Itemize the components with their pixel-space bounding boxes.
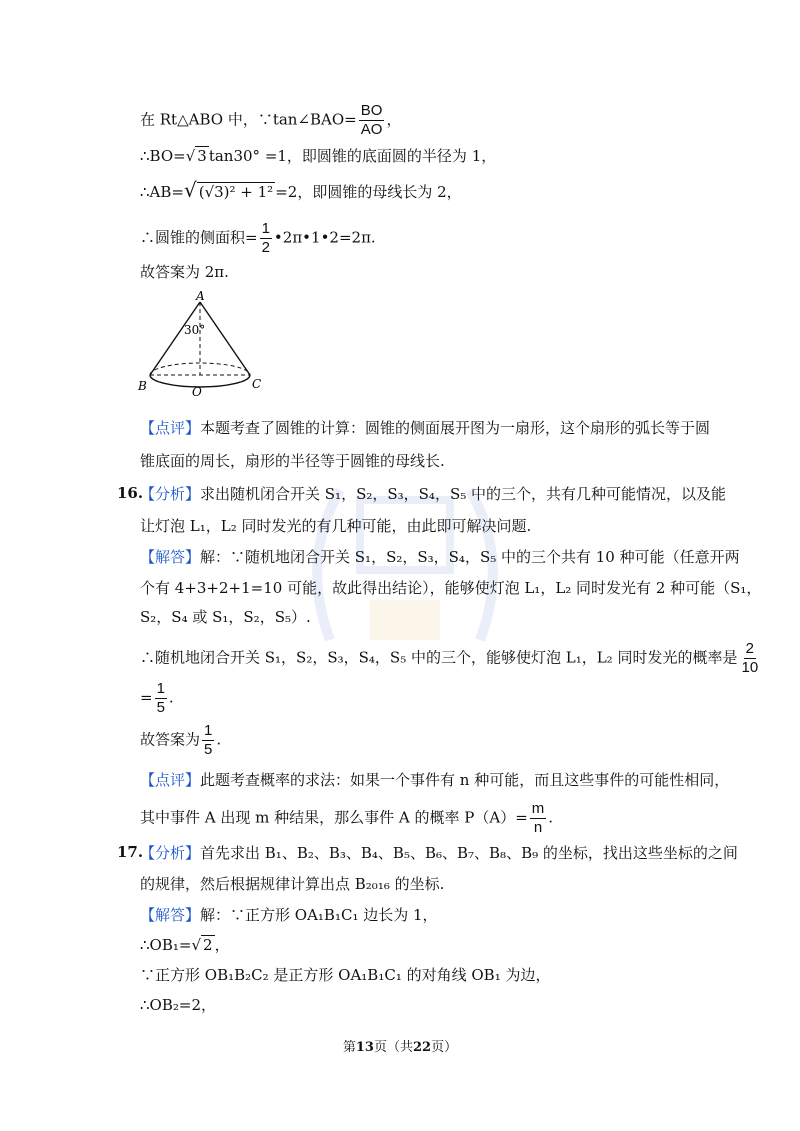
cone-label-a: A [196,290,205,303]
q16-review-line-1: 【点评】此题考查概率的求法：如果一个事件有 n 种可能，而且这些事件的可能性相同， [140,771,730,789]
review-15-line-1: 【点评】本题考查了圆锥的计算：圆锥的侧面展开图为一扇形，这个扇形的弧长等于圆 [140,419,711,437]
analysis-tag: 【分析】 [140,485,201,503]
solution-line-4: ∴圆锥的侧面积= $\frac{1}{2}$ •2π•1•2=2π. [140,220,376,256]
q17-solution-line-4: ∴OB₂=2， [140,996,216,1014]
review-15-line-2: 锥底面的周长，扇形的半径等于圆锥的母线长. [140,452,445,470]
q16-answer: 故答案为 $\frac{1}{5}$ . [140,722,222,758]
q16-solution-line-4: ∴随机地闭合开关 S₁，S₂，S₃，S₄，S₅ 中的三个，能够使灯泡 L₁，L₂ 同时发光的概率是 $\frac{2}{10}$ [140,640,759,676]
solution-line-1: 在 Rt△ABO 中，∵tan∠BAO= $\frac{BO}{AO}$ ， [140,102,402,138]
cone-angle-label: 30° [184,323,206,337]
analysis-tag: 【分析】 [140,844,201,862]
question-number-17: 17. [117,843,144,861]
q17-analysis-line-2: 的规律，然后根据规律计算出点 B₂₀₁₆ 的坐标. [140,875,445,893]
total-pages: 22 [413,1040,432,1055]
q16-solution-line-1: 【解答】解：∵随机地闭合开关 S₁，S₂，S₃，S₄，S₅ 中的三个共有 10 种可能（任意开两 [140,548,740,566]
review-tag: 【点评】 [140,419,201,437]
q16-solution-line-5: = $\frac{1}{5}$ . [140,680,174,716]
review-tag: 【点评】 [140,771,201,789]
q17-solution-line-3: ∵正方形 OB₁B₂C₂ 是正方形 OA₁B₁C₁ 的对角线 OB₁ 为边， [140,966,551,984]
q17-solution-line-2: ∴OB₁=√ 2 ， [140,936,230,954]
cone-label-o: O [192,385,202,399]
q16-review-line-2: 其中事件 A 出现 m 种结果，那么事件 A 的概率 P（A）= $\frac{m}{n}$ . [140,800,554,836]
cone-label-c: C [252,377,262,391]
cone-label-b: B [138,379,147,393]
page-footer: 第13页（共22页） [342,1040,458,1055]
answer-tag: 【解答】 [140,906,201,924]
answer-tag: 【解答】 [140,548,201,566]
question-number-16: 16. [117,484,144,502]
solution-line-2: ∴BO=√ 3 tan30° =1，即圆锥的底面圆的半径为 1， [140,147,497,165]
q17-solution-line-1: 【解答】解：∵正方形 OA₁B₁C₁ 边长为 1， [140,906,438,924]
cone-figure [130,290,270,405]
solution-line-3: ∴AB=√ (√3)² + 1² =2，即圆锥的母线长为 2， [140,178,462,202]
q16-analysis-line-1: 【分析】求出随机闭合开关 S₁，S₂，S₃，S₄，S₅ 中的三个，共有几种可能情况，以及能 [140,485,727,503]
page-number: 13 [355,1040,374,1055]
q16-solution-line-2: 个有 4+3+2+1=10 可能，故此得出结论），能够使灯泡 L₁，L₂ 同时发光有 2 种可能（S₁， [140,579,762,597]
q17-analysis-line-1: 【分析】首先求出 B₁、B₂、B₃、B₄、B₅、B₆、B₇、B₈、B₉ 的坐标，找出这些坐标的之间 [140,844,738,862]
q16-analysis-line-2: 让灯泡 L₁，L₂ 同时发光的有几种可能，由此即可解决问题. [140,517,532,535]
q16-solution-line-3: S₂，S₄ 或 S₁，S₂，S₅）. [140,608,311,626]
solution-answer: 故答案为 2π. [140,263,229,281]
